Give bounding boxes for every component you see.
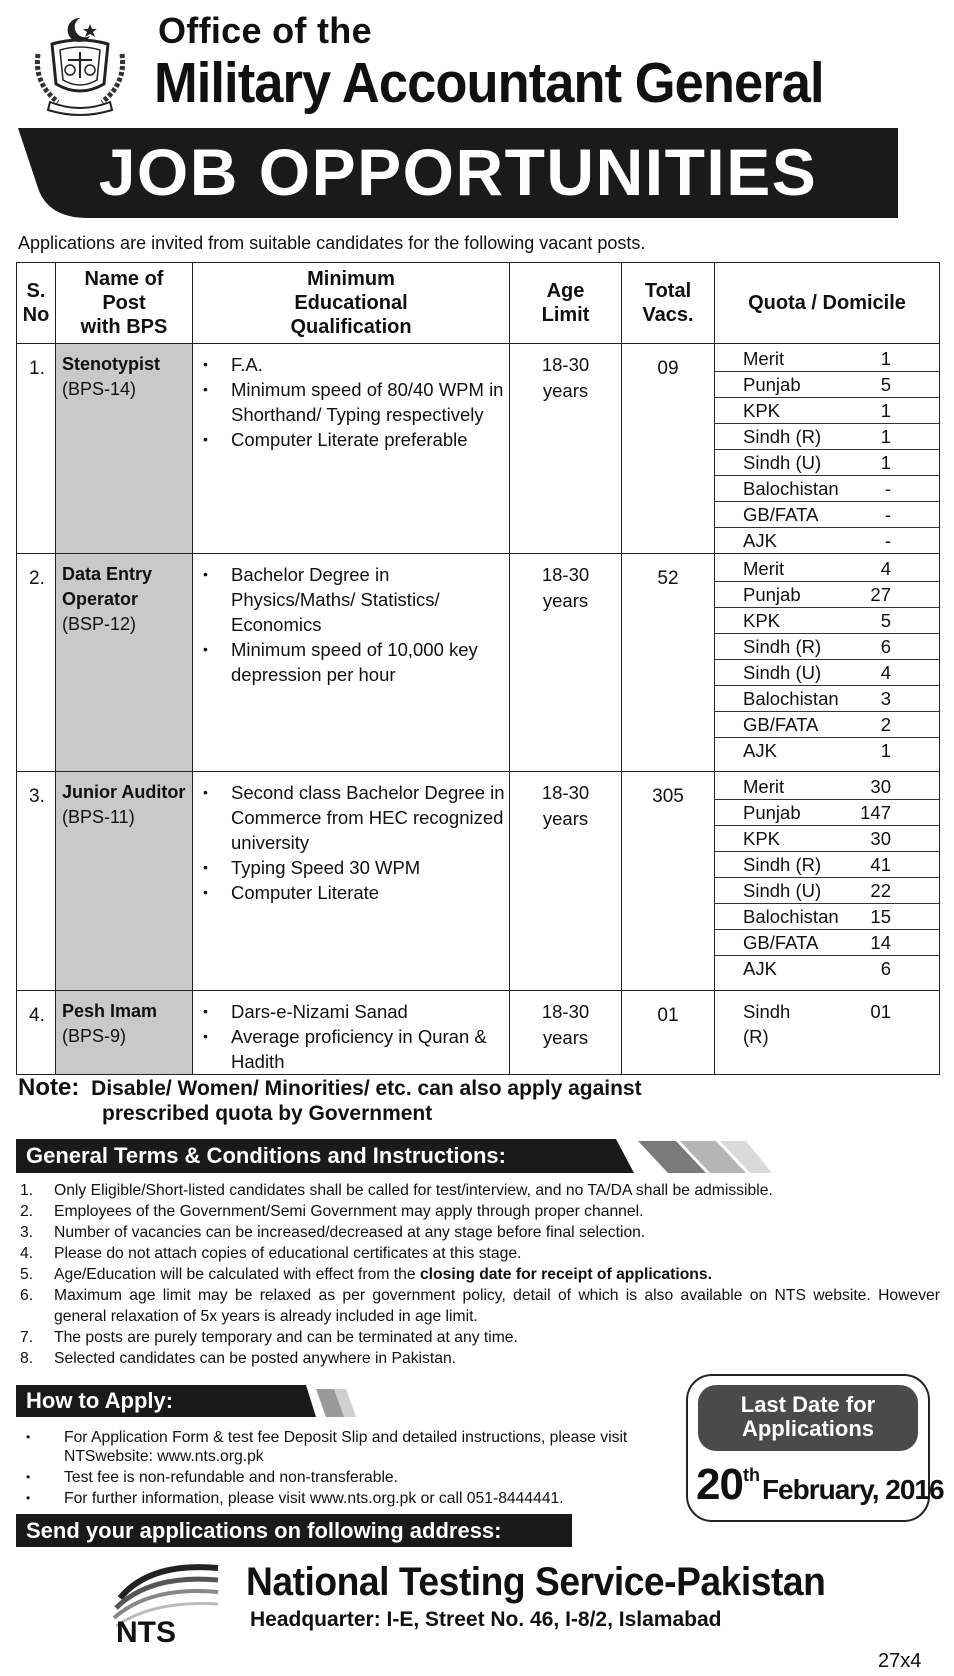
row-age: 18-30 years (510, 772, 622, 991)
header-total: Total Vacs. (622, 263, 715, 344)
table-row (17, 344, 940, 554)
list-item: • Typing Speed 30 WPM (199, 855, 505, 880)
table-header-row (17, 263, 940, 344)
nts-logo-text: NTS (116, 1616, 176, 1644)
row-age: 18-30 years (510, 554, 622, 772)
list-item: • F.A. (199, 352, 505, 377)
nts-address: Headquarter: I-E, Street No. 46, I-8/2, Islamabad (250, 1608, 722, 1631)
post-name: Stenotypist (62, 354, 161, 374)
row-total: 52 (622, 554, 715, 772)
last-date-box (686, 1374, 944, 1522)
note-label: Note: (18, 1074, 80, 1101)
list-item: 6. Maximum age limit may be relaxed as per government policy, detail of which is also available on NTS website. However general relaxation of 5x years is already included in age limit. (20, 1287, 940, 1325)
list-item: • Second class Bachelor Degree in Commerce from HEC recognized university (199, 780, 505, 855)
quota-note (18, 1075, 642, 1126)
post-grade: (BSP-12) (62, 614, 137, 634)
row-quota (715, 344, 940, 554)
list-item: 2. Employees of the Government/Semi Government may apply through proper channel. (20, 1203, 644, 1220)
list-item: 7. The posts are purely temporary and can be terminated at any time. (20, 1329, 518, 1346)
row-total: 01 (622, 991, 715, 1075)
header-post: Name of Post with BPS (56, 263, 193, 344)
list-item: • For Application Form & test fee Deposit Slip and detailed instructions, please visit NTSwebsite: www.nts.org.pk (18, 1428, 658, 1466)
post-grade: (BPS-9) (62, 1026, 127, 1046)
row-total: 305 (622, 772, 715, 991)
list-item: • For further information, please visit www.nts.org.pk or call 051-8444441. (18, 1489, 658, 1508)
quota-list: Merit 30 Punjab 147 KPK 30 Sindh (R) 41 Sindh (U) 22 Balochistan 15 GB/FATA 14 AJK 6 (715, 774, 939, 981)
row-quota (715, 991, 940, 1075)
ad-code: 27x4 (878, 1650, 922, 1672)
quota-list: Merit 1 Punjab 5 KPK 1 Sindh (R) 1 Sindh (U) 1 Balochistan - GB/FATA - AJK - (715, 346, 939, 553)
row-age: 18-30 years (510, 344, 622, 554)
row-qualification (193, 772, 510, 991)
how-to-apply-header (16, 1385, 316, 1417)
row-quota (715, 554, 940, 772)
table-row (17, 772, 940, 991)
table-row (17, 991, 940, 1075)
header-qualification: Minimum Educational Qualification (193, 263, 510, 344)
quota-list: Merit 4 Punjab 27 KPK 5 Sindh (R) 6 Sindh (U) 4 Balochistan 3 GB/FATA 2 AJK 1 (715, 556, 939, 763)
list-item: • Computer Literate (199, 880, 505, 905)
list-item: 1. Only Eligible/Short-listed candidates shall be called for test/interview, and no TA/DA shall be admissible. (20, 1182, 773, 1199)
nts-name: National Testing Service-Pakistan (246, 1560, 826, 1604)
send-address-title: Send your applications on following address: (26, 1517, 502, 1543)
how-to-apply-title: How to Apply: (26, 1388, 174, 1413)
government-emblem-logo (30, 14, 130, 120)
terms-section-header (16, 1139, 616, 1173)
job-opportunities-banner (18, 128, 898, 218)
header-age: Age Limit (510, 263, 622, 344)
last-date-label: Last Date for Applications (698, 1385, 918, 1451)
list-item: • Test fee is non-refundable and non-transferable. (18, 1468, 658, 1487)
post-name: Pesh Imam (62, 1001, 158, 1021)
row-age: 18-30 years (510, 991, 622, 1075)
post-name: Data Entry Operator (62, 564, 153, 609)
terms-title: General Terms & Conditions and Instructions: (26, 1143, 506, 1168)
header-quota: Quota / Domicile (715, 263, 940, 344)
row-qualification (193, 554, 510, 772)
note-line-1: Disable/ Women/ Minorities/ etc. can also apply against (91, 1077, 642, 1100)
post-grade: (BPS-11) (62, 807, 135, 827)
row-sno: 2. (17, 554, 56, 772)
row-sno: 1. (17, 344, 56, 554)
list-item: • Computer Literate preferable (199, 427, 505, 452)
row-qualification (193, 991, 510, 1075)
intro-text: Applications are invited from suitable candidates for the following vacant posts. (18, 233, 646, 253)
row-qualification (193, 344, 510, 554)
list-item: 8. Selected candidates can be posted anywhere in Pakistan. (20, 1350, 457, 1367)
list-item: • Bachelor Degree in Physics/Maths/ Statistics/ Economics (199, 562, 505, 637)
row-post (56, 991, 193, 1075)
office-line: Office of the (158, 10, 372, 51)
list-item: • Minimum speed of 10,000 key depression per hour (199, 637, 505, 687)
list-item: 4. Please do not attach copies of educational certificates at this stage. (20, 1245, 522, 1262)
quota-list: Sindh (R) 01 (743, 1001, 891, 1047)
post-name: Junior Auditor (62, 782, 186, 802)
organization-name: Military Accountant General (154, 51, 824, 115)
note-line-2: prescribed quota by Government (102, 1102, 433, 1125)
row-post (56, 554, 193, 772)
apply-list (18, 1428, 658, 1510)
nts-logo (110, 1558, 226, 1644)
list-item: 5. Age/Education will be calculated with effect from the closing date for receipt of applications. (20, 1266, 712, 1283)
banner-title: JOB OPPORTUNITIES (98, 135, 818, 209)
row-total: 09 (622, 344, 715, 554)
deadline-date: 20thFebruary, 2016 (696, 1460, 944, 1509)
list-item: • Minimum speed of 80/40 WPM in Shorthand/ Typing respectively (199, 377, 505, 427)
row-sno: 3. (17, 772, 56, 991)
list-item: • Average proficiency in Quran & Hadith (199, 1024, 505, 1074)
list-item: 3. Number of vacancies can be increased/decreased at any stage before final selection. (20, 1224, 646, 1241)
header-sno: S. No (17, 263, 56, 344)
terms-list (18, 1180, 940, 1369)
list-item: • Dars-e-Nizami Sanad (199, 999, 505, 1024)
row-quota (715, 772, 940, 991)
row-post (56, 344, 193, 554)
row-post (56, 772, 193, 991)
vacancy-table (16, 262, 940, 1075)
table-row (17, 554, 940, 772)
send-address-header (16, 1514, 572, 1547)
post-grade: (BPS-14) (62, 379, 137, 399)
row-sno: 4. (17, 991, 56, 1075)
